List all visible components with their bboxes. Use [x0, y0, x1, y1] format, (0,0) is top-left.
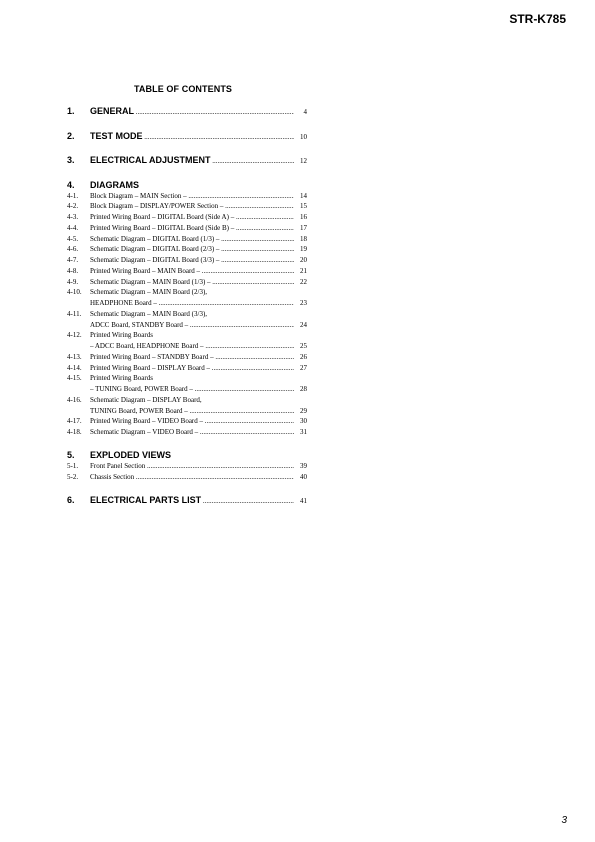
toc-item-5-1[interactable]: 5-1. Front Panel Section ..... 39: [67, 461, 307, 472]
toc-section-electrical-adjustment[interactable]: 3. ELECTRICAL ADJUSTMENT ..... 12: [67, 155, 307, 167]
toc-item-4-8[interactable]: 4-8. Printed Wiring Board – MAIN Board – ..... 21: [67, 266, 307, 277]
toc-item-4-15[interactable]: 4-15. Printed Wiring Boards – TUNING Board, POWER Board – ..... 28: [67, 373, 307, 395]
model-number: STR-K785: [509, 12, 566, 26]
toc-item-4-3[interactable]: 4-3. Printed Wiring Board – DIGITAL Board (Side A) – ..... 16: [67, 212, 307, 223]
toc-item-4-18[interactable]: 4-18. Schematic Diagram – VIDEO Board – ..... 31: [67, 427, 307, 438]
toc-item-4-12[interactable]: 4-12. Printed Wiring Boards – ADCC Board, HEADPHONE Board – ..... 25: [67, 330, 307, 352]
toc-section-label: ELECTRICAL ADJUSTMENT: [90, 155, 211, 165]
toc-section-label: ELECTRICAL PARTS LIST: [90, 495, 202, 506]
toc-item-4-5[interactable]: 4-5. Schematic Diagram – DIGITAL Board (1/3) – ..... 18: [67, 234, 307, 245]
toc-section-exploded-views: 5. EXPLODED VIEWS: [67, 450, 172, 461]
toc-item-5-2[interactable]: 5-2. Chassis Section ..... 40: [67, 472, 307, 483]
toc-item-4-9[interactable]: 4-9. Schematic Diagram – MAIN Board (1/3) – ..... 22: [67, 277, 307, 288]
toc-item-4-16[interactable]: 4-16. Schematic Diagram – DISPLAY Board, TUNING Board, POWER Board – ..... 29: [67, 395, 307, 417]
toc-section-diagrams: 4. DIAGRAMS: [67, 179, 139, 190]
toc-page: 10: [300, 132, 307, 141]
toc-title: TABLE OF CONTENTS: [134, 84, 233, 94]
toc-item-4-6[interactable]: 4-6. Schematic Diagram – DIGITAL Board (2/3) – ..... 19: [67, 244, 307, 255]
toc-section-general[interactable]: 1. GENERAL ..... 4: [67, 106, 307, 118]
toc-item-4-14[interactable]: 4-14. Printed Wiring Board – DISPLAY Board – ..... 27: [67, 363, 307, 374]
toc-item-4-17[interactable]: 4-17. Printed Wiring Board – VIDEO Board – ..... 30: [67, 416, 307, 427]
toc-section-label: TEST MODE: [90, 130, 143, 141]
toc-page: 4: [303, 108, 307, 116]
toc-item-4-2[interactable]: 4-2. Block Diagram – DISPLAY/POWER Section – ..... 15: [67, 201, 307, 212]
toc-section-test-mode[interactable]: 2. TEST MODE ..... 10: [67, 131, 307, 143]
toc-section-electrical-parts-list[interactable]: 6. ELECTRICAL PARTS LIST ..... 41: [67, 495, 307, 507]
toc-section-label: DIAGRAMS: [90, 179, 139, 190]
toc-page: 41: [300, 497, 307, 506]
page-number: 3: [561, 815, 567, 826]
toc-page: 12: [300, 157, 307, 165]
toc-section-label: GENERAL: [90, 106, 135, 116]
toc-item-4-4[interactable]: 4-4. Printed Wiring Board – DIGITAL Board (Side B) – ..... 17: [67, 223, 307, 234]
toc-item-4-7[interactable]: 4-7. Schematic Diagram – DIGITAL Board (3/3) – ..... 20: [67, 255, 307, 266]
toc-item-4-10[interactable]: 4-10. Schematic Diagram – MAIN Board (2/3), HEADPHONE Board – ..... 23: [67, 287, 307, 309]
toc-item-4-13[interactable]: 4-13. Printed Wiring Board – STANDBY Board – ..... 26: [67, 352, 307, 363]
toc-item-4-11[interactable]: 4-11. Schematic Diagram – MAIN Board (3/3), ADCC Board, STANDBY Board – ..... 24: [67, 309, 307, 331]
toc-section-label: EXPLODED VIEWS: [90, 450, 172, 461]
table-of-contents: [67, 106, 307, 507]
toc-item-4-1[interactable]: 4-1. Block Diagram – MAIN Section – ..... 14: [67, 191, 307, 202]
